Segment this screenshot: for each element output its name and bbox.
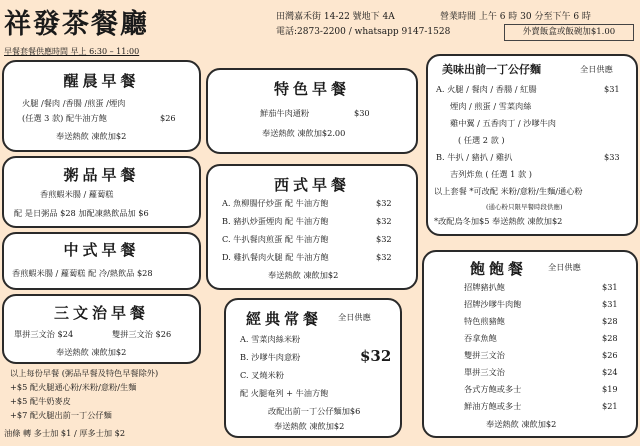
addon-oatmeal: +$5 配牛奶麥皮 bbox=[10, 396, 71, 406]
congee-price: 配 是日粥品 $28 加配凍熱飲品加 $6 bbox=[14, 208, 149, 218]
chinese-title: 中式早餐 bbox=[63, 241, 140, 259]
noodle-b-price: $33 bbox=[604, 152, 620, 162]
chinese-price: 香煎蝦米腸 / 蘿蔔糕 配 冷/熱飲品 $28 bbox=[12, 268, 153, 278]
western-breakfast-card bbox=[206, 164, 418, 290]
noodle-note3: *改配烏冬加$5 奉送熱飲 凍飲加$2 bbox=[434, 216, 563, 226]
bun-price: $28 bbox=[602, 333, 618, 343]
noodle-a-price: $31 bbox=[604, 84, 620, 94]
bun-item: 雙拼三文治 bbox=[464, 350, 505, 360]
bun-meal-card bbox=[422, 250, 638, 438]
wakeup-options: 火腿 /餐肉 /香腸 /煎蛋 /煙肉 bbox=[22, 98, 126, 108]
bun-price: $28 bbox=[602, 316, 618, 326]
classic-combo: 配 火腿奄列 + 牛油方飽 bbox=[240, 388, 329, 398]
western-price-a: $32 bbox=[376, 198, 392, 208]
congee-options: 香煎蝦米腸 / 蘿蔔糕 bbox=[40, 189, 114, 199]
special-price: $30 bbox=[354, 108, 370, 118]
bun-item: 吞拿魚飽 bbox=[464, 333, 497, 343]
bun-drinks: 奉送熱飲 凍飲加$2 bbox=[486, 419, 557, 429]
western-price-c: $32 bbox=[376, 234, 392, 244]
western-item-c: C. 牛扒餐肉煎蛋 配 牛油方飽 bbox=[222, 234, 329, 244]
classic-item-a: A. 雪菜肉絲米粉 bbox=[240, 334, 301, 344]
phone: 電話:2873-2200 / whatsapp 9147-1528 bbox=[276, 27, 451, 37]
noodle-b-line1: B. 牛扒 / 豬扒 / 雞扒 bbox=[436, 152, 513, 162]
bun-price: $21 bbox=[602, 401, 618, 411]
wakeup-price: $26 bbox=[160, 113, 176, 123]
special-title: 特色早餐 bbox=[273, 80, 350, 98]
noodle-note2: (通心粉只限早餐時段供應) bbox=[486, 203, 563, 211]
congee-title: 粥品早餐 bbox=[63, 166, 140, 184]
bun-price: $19 bbox=[602, 384, 618, 394]
breakfast-hours: 早餐套餐供應時間 早上 6:30 – 11:00 bbox=[4, 47, 140, 56]
noodle-a-line2: 煙肉 / 煎蛋 / 雪菜肉絲 bbox=[450, 101, 532, 111]
western-item-d: D. 雞扒餐肉火腿 配 牛油方飽 bbox=[222, 252, 329, 262]
opening-hours: 營業時間 上午 6 時 30 分至下午 6 時 bbox=[440, 12, 591, 22]
special-breakfast-card bbox=[206, 68, 418, 154]
classic-subtitle: 全日供應 bbox=[338, 312, 371, 322]
bun-title: 飽飽餐 bbox=[470, 260, 528, 278]
bun-subtitle: 全日供應 bbox=[548, 262, 581, 272]
western-item-b: B. 豬扒炒蛋煙肉 配 牛油方飽 bbox=[222, 216, 329, 226]
classic-meal-card bbox=[224, 298, 402, 438]
bun-price: $31 bbox=[602, 299, 618, 309]
addons-heading: 以上每份早餐 (粥品早餐及特色早餐除外) bbox=[10, 368, 159, 378]
western-price-b: $32 bbox=[376, 216, 392, 226]
classic-item-c: C. 叉燒米粉 bbox=[240, 370, 284, 380]
bun-item: 特色煎豬飽 bbox=[464, 316, 505, 326]
addon-toast: 油條 轉 多士加 $1 / 厚多士加 $2 bbox=[4, 428, 126, 438]
addon-instant-noodle: +$7 配火腿出前一丁公仔麵 bbox=[10, 410, 112, 420]
congee-breakfast-card bbox=[2, 156, 201, 228]
classic-price: $32 bbox=[360, 347, 392, 365]
classic-item-b: B. 沙嗲牛肉意粉 bbox=[240, 352, 301, 362]
special-item: 鮮茄牛肉通粉 bbox=[260, 108, 310, 118]
noodle-note1: 以上套餐 *可改配 米粉/意粉/生麵/通心粉 bbox=[434, 186, 583, 196]
sandwich-breakfast-card bbox=[2, 294, 201, 364]
western-item-a: A. 魚柳腸仔炒蛋 配 牛油方飽 bbox=[222, 198, 329, 208]
western-drinks: 奉送熱飲 凍飲加$2 bbox=[268, 270, 339, 280]
restaurant-name: 祥發茶餐廳 bbox=[4, 9, 149, 40]
bun-item: 鮮油方飽或多士 bbox=[464, 401, 522, 411]
sandwich-single: 單拼三文治 $24 bbox=[14, 329, 74, 339]
wakeup-title: 醒晨早餐 bbox=[63, 72, 140, 90]
wakeup-breakfast-card bbox=[2, 60, 201, 152]
western-title: 西式早餐 bbox=[273, 176, 350, 194]
classic-upgrade: 改配出前一丁公仔麵加$6 bbox=[268, 406, 361, 416]
instant-noodle-card bbox=[426, 54, 638, 236]
western-price-d: $32 bbox=[376, 252, 392, 262]
addon-noodles: +$5 配火腿通心粉/米粉/意粉/生麵 bbox=[10, 382, 137, 392]
sandwich-drinks: 奉送熱飲 凍飲加$2 bbox=[56, 347, 127, 357]
noodle-b-line2: 吉列炸魚 ( 任選 1 款 ) bbox=[450, 169, 532, 179]
wakeup-drinks: 奉送熱飲 凍飲加$2 bbox=[56, 131, 127, 141]
address: 田灣嘉禾街 14-22 號地下 4A bbox=[276, 12, 395, 22]
noodle-a-line4: ( 任選 2 款 ) bbox=[458, 135, 505, 145]
classic-drinks: 奉送熱飲 凍飲加$2 bbox=[274, 421, 345, 431]
chinese-breakfast-card bbox=[2, 232, 201, 290]
bun-item: 各式方飽或多士 bbox=[464, 384, 522, 394]
bun-item: 招牌豬扒飽 bbox=[464, 282, 505, 292]
special-drinks: 奉送熱飲 凍飲加$2.00 bbox=[262, 128, 346, 138]
noodle-title: 美味出前一丁公仔麵 bbox=[442, 63, 541, 76]
bun-item: 招牌沙嗲牛肉飽 bbox=[464, 299, 522, 309]
bun-price: $31 bbox=[602, 282, 618, 292]
sandwich-title: 三文治早餐 bbox=[53, 304, 149, 322]
wakeup-choose: (任選 3 款) 配牛油方飽 bbox=[22, 113, 107, 123]
bun-price: $26 bbox=[602, 350, 618, 360]
classic-title: 經典常餐 bbox=[246, 310, 323, 328]
noodle-a-line3: 雞中翼 / 五香肉丁 / 沙嗲牛肉 bbox=[450, 118, 556, 128]
sandwich-double: 雙拼三文治 $26 bbox=[112, 329, 172, 339]
bun-price: $24 bbox=[602, 367, 618, 377]
takeaway-note: 外賣飯盒或飯碗加$1.00 bbox=[504, 24, 634, 41]
noodle-a-line1: A. 火腿 / 餐肉 / 香腸 / 紅腸 bbox=[436, 84, 537, 94]
noodle-subtitle: 全日供應 bbox=[580, 64, 613, 74]
bun-item: 單拼三文治 bbox=[464, 367, 505, 377]
